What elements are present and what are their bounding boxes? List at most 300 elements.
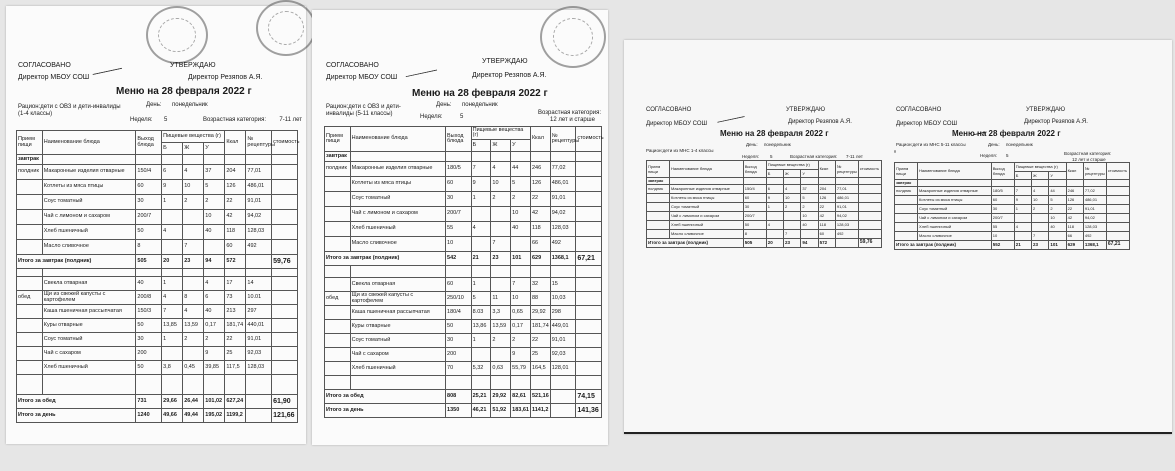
value-cell — [576, 292, 602, 306]
total-cell — [550, 390, 576, 404]
dish-name-cell: Чай с лимоном и сахаром — [670, 212, 744, 221]
table-row — [17, 277, 298, 291]
breakfast-rows — [895, 187, 1130, 241]
menu-title: Меню на 28 февраля 2022 г — [116, 86, 252, 97]
value-cell: 91,01 — [550, 334, 576, 348]
table-row — [17, 210, 298, 225]
meal-cell: полдник — [895, 187, 918, 196]
value-cell: 298 — [550, 306, 576, 320]
dish-name-cell: Хлеб пшеничный — [42, 361, 136, 375]
value-cell — [858, 203, 881, 212]
value-cell: 2 — [784, 203, 801, 212]
dish-name-cell: Котлеты из мяса птицы — [918, 196, 992, 205]
value-cell: 128,03 — [246, 361, 272, 375]
col-meal: Прием пищи — [895, 163, 918, 180]
value-cell: 9 — [511, 348, 531, 362]
value-cell: 4 — [162, 225, 183, 240]
meal-cell — [17, 305, 43, 319]
total-cell: 552 — [991, 241, 1014, 250]
total-cell: 629 — [530, 252, 550, 266]
value-cell — [491, 348, 511, 362]
value-cell: 180/5 — [446, 162, 472, 177]
meal-cell — [325, 334, 351, 348]
total-cell: 20 — [162, 255, 183, 269]
value-cell: 13,59 — [491, 320, 511, 334]
value-cell: 492 — [550, 237, 576, 252]
meal-cell — [895, 196, 918, 205]
dish-name-cell: Соус томатный — [670, 203, 744, 212]
value-cell: 22 — [225, 333, 246, 347]
col-cost: стоимость — [272, 131, 298, 155]
value-cell: 50 — [136, 319, 162, 333]
value-cell — [576, 334, 602, 348]
value-cell: 66 — [1066, 232, 1083, 241]
approval-right: УТВЕРЖДАЮ — [482, 58, 528, 65]
value-cell: 8 — [183, 291, 204, 305]
col-dish: Наименование блюда — [42, 131, 136, 155]
meal-cell — [895, 205, 918, 214]
value-cell: 70 — [446, 362, 472, 376]
col-zh: Ж — [491, 140, 511, 152]
dish-name-cell: Чай с сахаром — [42, 347, 136, 361]
value-cell: 29,92 — [530, 306, 550, 320]
value-cell: 7 — [162, 305, 183, 319]
total-cell: 94 — [204, 255, 225, 269]
age-value: 7-11 лет — [279, 117, 302, 123]
signature — [715, 107, 744, 123]
total-day-label: Итого за день — [325, 404, 446, 418]
total-cell: 49,66 — [162, 409, 183, 423]
value-cell — [272, 180, 298, 195]
meal-cell — [895, 232, 918, 241]
meal-cell: обед — [17, 291, 43, 305]
value-cell: 91,01 — [1083, 205, 1106, 214]
value-cell: 118 — [1066, 223, 1083, 232]
value-cell: 10 — [1049, 214, 1066, 223]
value-cell: 8 — [136, 240, 162, 255]
value-cell: 40 — [204, 305, 225, 319]
dish-name-cell: Каша пшеничная рассыпчатая — [350, 306, 445, 320]
value-cell: 117,5 — [225, 361, 246, 375]
dish-name-cell: Свекла отварная — [42, 277, 136, 291]
total-cell: 542 — [446, 252, 472, 266]
value-cell — [1014, 214, 1031, 223]
value-cell: 449,01 — [550, 320, 576, 334]
meal-cell — [325, 362, 351, 376]
value-cell — [784, 212, 801, 221]
value-cell: 10 — [183, 180, 204, 195]
meal-cell — [895, 223, 918, 232]
table-row — [647, 230, 882, 239]
total-cost: 121,66 — [272, 409, 298, 423]
value-cell: 30 — [136, 333, 162, 347]
table-row — [17, 361, 298, 375]
col-zh: Ж — [183, 143, 204, 155]
director-left: Директор МБОУ СОШ — [326, 74, 398, 81]
approval-left: СОГЛАСОВАНО — [326, 62, 379, 69]
value-cell: 55 — [446, 222, 472, 237]
dish-name-cell: Чай с лимоном и сахаром — [918, 214, 992, 223]
value-cell: 2 — [183, 333, 204, 347]
value-cell: 4 — [784, 185, 801, 194]
table-row — [325, 334, 602, 348]
total-cell: 20 — [766, 239, 783, 248]
age-label: Возрастная категория: — [203, 117, 266, 123]
value-cell: 5 — [204, 180, 225, 195]
meal-cell — [325, 222, 351, 237]
lunch-rows — [325, 278, 602, 376]
value-cell: 30 — [991, 205, 1014, 214]
total-breakfast-label: Итого за завтрак (полдник) — [895, 241, 992, 250]
value-cell: 2 — [183, 195, 204, 210]
value-cell: 77,01 — [246, 165, 272, 180]
value-cell: 10 — [784, 194, 801, 203]
value-cell — [162, 240, 183, 255]
dish-name-cell: Макаронные изделия отварные — [350, 162, 445, 177]
value-cell: 10 — [204, 210, 225, 225]
total-cost: 59,76 — [858, 239, 881, 248]
meal-cell: обед — [325, 292, 351, 306]
signature — [403, 57, 437, 77]
col-recipe: № рецептуры — [246, 131, 272, 155]
value-cell: 7 — [471, 162, 491, 177]
total-cell — [246, 409, 272, 423]
value-cell: 50 — [136, 225, 162, 240]
value-cell: 42 — [225, 210, 246, 225]
value-cell: 250/10 — [446, 292, 472, 306]
value-cell — [272, 165, 298, 180]
value-cell — [576, 278, 602, 292]
value-cell: 150/4 — [743, 185, 766, 194]
value-cell: 22 — [530, 334, 550, 348]
value-cell: 42 — [1066, 214, 1083, 223]
value-cell — [576, 162, 602, 177]
menu-sheet-1 — [6, 6, 306, 444]
value-cell — [183, 210, 204, 225]
value-cell: 126 — [1066, 196, 1083, 205]
menu-table — [324, 126, 602, 418]
value-cell — [204, 240, 225, 255]
value-cell: 60 — [991, 196, 1014, 205]
value-cell: 73 — [225, 291, 246, 305]
meal-cell — [17, 195, 43, 210]
table-row — [895, 223, 1130, 232]
menu-table — [646, 160, 882, 248]
value-cell: 13,59 — [183, 319, 204, 333]
value-cell — [272, 319, 298, 333]
age-label: Возрастная категория: — [1064, 151, 1112, 156]
total-cell: 521,16 — [530, 390, 550, 404]
value-cell: 150/3 — [136, 305, 162, 319]
value-cell — [576, 192, 602, 207]
table-row — [647, 212, 882, 221]
value-cell: 94,02 — [835, 212, 858, 221]
value-cell: 200/7 — [136, 210, 162, 225]
stamp-seal — [256, 0, 316, 56]
value-cell: 200 — [136, 347, 162, 361]
col-b: Б — [1014, 172, 1031, 180]
value-cell — [491, 207, 511, 222]
value-cell: 55,79 — [511, 362, 531, 376]
value-cell: 22 — [1066, 205, 1083, 214]
table-row — [325, 348, 602, 362]
col-meal: Прием пищи — [17, 131, 43, 155]
table-row — [17, 305, 298, 319]
stamp-seal — [146, 6, 208, 64]
value-cell: 7 — [491, 237, 511, 252]
value-cell: 118 — [225, 225, 246, 240]
table-row — [325, 362, 602, 376]
director-right: Директор Резяпов А.Я. — [188, 74, 263, 81]
value-cell: 60 — [743, 194, 766, 203]
dish-name-cell: Масло сливочное — [350, 237, 445, 252]
value-cell: 60 — [446, 278, 472, 292]
total-cell — [246, 395, 272, 409]
value-cell — [576, 362, 602, 376]
value-cell: 10 — [446, 237, 472, 252]
value-cell: 9 — [1014, 196, 1031, 205]
value-cell: 181,74 — [530, 320, 550, 334]
table-row — [895, 232, 1130, 241]
value-cell: 128,03 — [1083, 223, 1106, 232]
value-cell — [858, 185, 881, 194]
value-cell — [183, 277, 204, 291]
col-dish: Наименование блюда — [918, 163, 992, 180]
value-cell: 5 — [801, 194, 818, 203]
total-cell: 101 — [1049, 241, 1066, 250]
value-cell — [1014, 232, 1031, 241]
value-cell: 92,03 — [246, 347, 272, 361]
dish-name-cell: Куры отварные — [42, 319, 136, 333]
value-cell: 30 — [446, 334, 472, 348]
value-cell: 40 — [801, 221, 818, 230]
value-cell: 0,63 — [491, 362, 511, 376]
day-value: понедельник — [462, 102, 498, 108]
value-cell — [784, 221, 801, 230]
diet-label: Рацион:дети с ОВЗ и дети-инвалиды (1-4 классы) — [18, 104, 121, 117]
table-row — [325, 177, 602, 192]
total-cell: 572 — [225, 255, 246, 269]
total-breakfast-label: Итого за завтрак (полдник) — [325, 252, 446, 266]
dish-name-cell: Соус томатный — [350, 192, 445, 207]
meal-breakfast: завтрак — [325, 152, 351, 162]
col-recipe: № рецептуры — [835, 161, 858, 178]
value-cell: 180/5 — [991, 187, 1014, 196]
value-cell: 486,01 — [835, 194, 858, 203]
value-cell: 200/7 — [991, 214, 1014, 223]
col-u: У — [204, 143, 225, 155]
meal-cell — [17, 347, 43, 361]
diet-label: Рацион:дети из МНС 5-11 классы — [896, 142, 966, 147]
value-cell: 126 — [225, 180, 246, 195]
value-cell: 32 — [530, 278, 550, 292]
day-label: День: — [436, 102, 452, 108]
table-row — [17, 165, 298, 180]
dish-name-cell: Соус томатный — [42, 333, 136, 347]
total-day-label: Итого за день — [17, 409, 136, 423]
approval-left: СОГЛАСОВАНО — [18, 62, 71, 69]
total-cell: 23 — [183, 255, 204, 269]
dish-name-cell: Котлеты из мяса птицы — [670, 194, 744, 203]
value-cell: 126 — [530, 177, 550, 192]
total-cell: 21 — [1014, 241, 1031, 250]
value-cell: 200/7 — [446, 207, 472, 222]
value-cell — [272, 333, 298, 347]
approval-left: СОГЛАСОВАНО — [896, 107, 942, 113]
total-cell: 26,44 — [183, 395, 204, 409]
total-cell: 29,66 — [162, 395, 183, 409]
value-cell: 5 — [471, 292, 491, 306]
value-cell: 40 — [204, 225, 225, 240]
value-cell: 2 — [1032, 205, 1049, 214]
value-cell: 1 — [471, 278, 491, 292]
col-meal: Прием пищи — [325, 127, 351, 152]
value-cell: 2 — [491, 334, 511, 348]
week-label: Неделя: — [130, 117, 153, 123]
table-row — [17, 225, 298, 240]
total-cell: 1368,1 — [1083, 241, 1106, 250]
value-cell: 17 — [225, 277, 246, 291]
total-cell: 51,92 — [491, 404, 511, 418]
value-cell — [1106, 232, 1129, 241]
col-kcal: Ккал — [818, 161, 835, 178]
meal-cell — [325, 207, 351, 222]
value-cell: 42 — [530, 207, 550, 222]
value-cell: 92,03 — [550, 348, 576, 362]
signature — [90, 55, 122, 75]
meal-cell — [17, 210, 43, 225]
table-row — [325, 162, 602, 177]
value-cell: 10 — [801, 212, 818, 221]
table-row — [325, 207, 602, 222]
table-row — [325, 292, 602, 306]
value-cell: 4 — [183, 165, 204, 180]
director-right: Директор Резяпов А.Я. — [788, 119, 852, 125]
table-row — [17, 180, 298, 195]
value-cell: 25 — [225, 347, 246, 361]
dish-name-cell: Каша пшеничная рассыпчатая — [42, 305, 136, 319]
value-cell — [576, 177, 602, 192]
total-cell: 1240 — [136, 409, 162, 423]
col-nutrients: Пищевые вещества (г) — [162, 131, 225, 143]
col-yield: Выход блюда — [136, 131, 162, 155]
value-cell: 10 — [511, 292, 531, 306]
value-cell: 88 — [530, 292, 550, 306]
value-cell: 118 — [530, 222, 550, 237]
meal-cell: полдник — [17, 165, 43, 180]
total-lunch-label: Итого за обед — [325, 390, 446, 404]
value-cell: 1 — [766, 203, 783, 212]
total-cell — [550, 404, 576, 418]
menu-sheet-2 — [312, 10, 608, 445]
value-cell — [272, 277, 298, 291]
value-cell: 7 — [183, 240, 204, 255]
menu-title: Меню на 28 февраля 2022 г — [720, 129, 829, 138]
value-cell: 50 — [136, 361, 162, 375]
value-cell: 2 — [511, 192, 531, 207]
table-row — [325, 237, 602, 252]
value-cell: 91,01 — [835, 203, 858, 212]
value-cell — [272, 347, 298, 361]
table-row — [647, 185, 882, 194]
value-cell: 164,5 — [530, 362, 550, 376]
value-cell: 1 — [162, 195, 183, 210]
value-cell: 4 — [491, 162, 511, 177]
col-zh: Ж — [1032, 172, 1049, 180]
meal-breakfast: завтрак — [17, 155, 43, 165]
total-cell: 46,21 — [471, 404, 491, 418]
total-cell: 23 — [491, 252, 511, 266]
col-yield: Выход блюда — [991, 163, 1014, 180]
value-cell — [1106, 205, 1129, 214]
value-cell: 5,32 — [471, 362, 491, 376]
dish-name-cell: Щи из свежей капусты с картофелем — [42, 291, 136, 305]
col-dish: Наименование блюда — [670, 161, 744, 178]
value-cell: 22 — [818, 203, 835, 212]
value-cell — [576, 348, 602, 362]
value-cell — [576, 222, 602, 237]
value-cell: 7 — [1014, 187, 1031, 196]
director-left: Директор МБОУ СОШ — [646, 121, 708, 127]
total-cell: 21 — [471, 252, 491, 266]
meal-cell — [325, 177, 351, 192]
total-cost: 67,21 — [1106, 241, 1129, 250]
value-cell: 37 — [801, 185, 818, 194]
value-cell: 9 — [162, 180, 183, 195]
menu-title: Меню на 28 февраля 2022 г — [412, 88, 548, 99]
value-cell — [858, 221, 881, 230]
value-cell: 1 — [471, 192, 491, 207]
dish-name-cell: Макаронные изделия отварные — [42, 165, 136, 180]
value-cell: 66 — [530, 237, 550, 252]
value-cell — [491, 222, 511, 237]
value-cell — [272, 305, 298, 319]
meal-breakfast: завтрак — [647, 178, 670, 185]
dish-name-cell: Соус томатный — [350, 334, 445, 348]
value-cell — [272, 240, 298, 255]
approval-right: УТВЕРЖДАЮ — [786, 107, 826, 113]
value-cell: 55 — [991, 223, 1014, 232]
meal-cell — [325, 237, 351, 252]
total-cell: 731 — [136, 395, 162, 409]
value-cell: 2 — [801, 203, 818, 212]
total-cell: 1350 — [446, 404, 472, 418]
value-cell: 297 — [246, 305, 272, 319]
value-cell: 15 — [550, 278, 576, 292]
dish-name-cell: Масло сливочное — [670, 230, 744, 239]
value-cell: 5 — [1049, 196, 1066, 205]
value-cell: 246 — [530, 162, 550, 177]
value-cell: 9 — [766, 194, 783, 203]
value-cell: 492 — [835, 230, 858, 239]
value-cell: 50 — [743, 221, 766, 230]
meal-cell — [17, 180, 43, 195]
table-row — [647, 221, 882, 230]
dish-name-cell: Котлеты из мяса птицы — [42, 180, 136, 195]
meal-cell: полдник — [647, 185, 670, 194]
value-cell: 486,01 — [550, 177, 576, 192]
total-cell: 49,44 — [183, 409, 204, 423]
value-cell: 440,01 — [246, 319, 272, 333]
value-cell — [272, 195, 298, 210]
value-cell — [1049, 232, 1066, 241]
value-cell: 4 — [204, 277, 225, 291]
total-cost: 61,90 — [272, 395, 298, 409]
col-zh: Ж — [784, 170, 801, 178]
value-cell: 2 — [1049, 205, 1066, 214]
week-value: 5 — [770, 154, 773, 159]
dish-name-cell: Котлеты из мяса птицы — [350, 177, 445, 192]
